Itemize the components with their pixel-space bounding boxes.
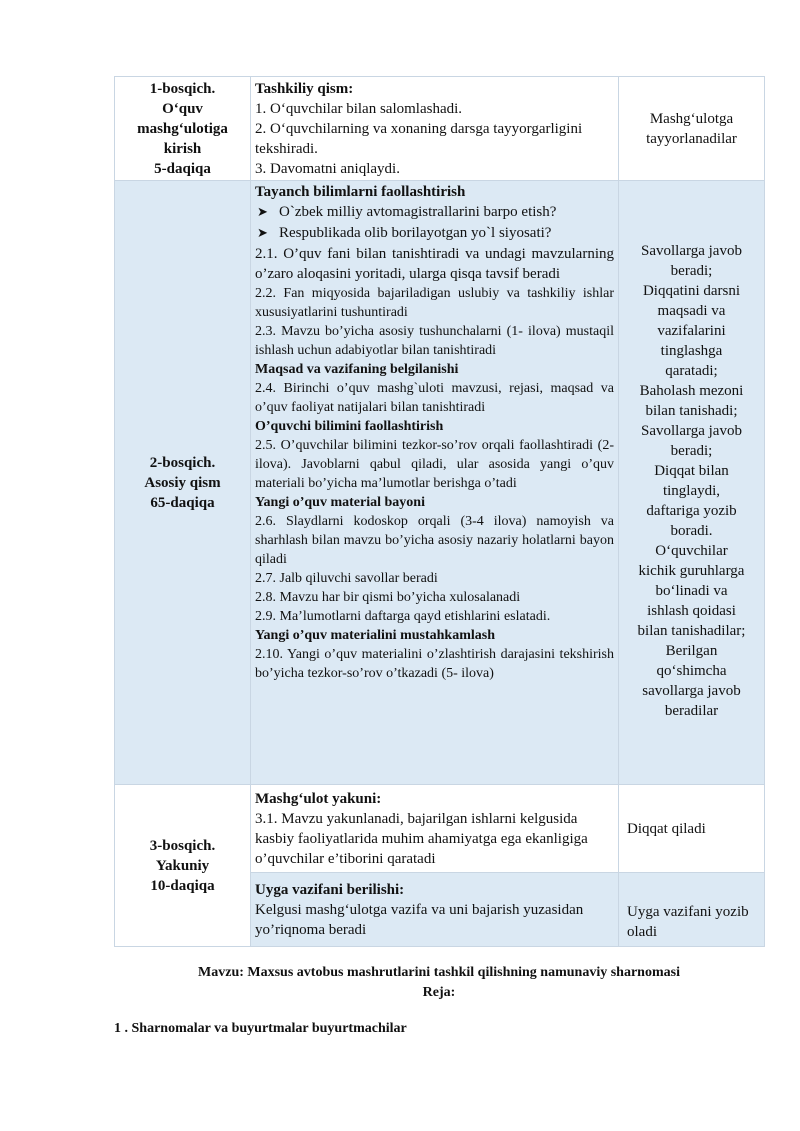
stage2-student-line: tinglaydi, [662,483,721,499]
stage2-p29: 2.9. Ma’lumotlarni daftarga qayd etishlarini eslatadi. [255,609,551,624]
stage1-heading: Tashkiliy qism: [255,80,354,97]
stage2-bullet [255,223,614,244]
stage2-student-line: Diqqat bilan [654,463,729,479]
stage1-item: 2. O‘quvchilarning va xonaning darsga tayyorgarligini tekshiradi. [255,120,583,157]
stage2-student-line: daftariga yozib [646,503,737,519]
lesson-plan [114,76,764,947]
stage2-student-line: beradi; [670,443,713,459]
stage2-student-line: bilan tanishadilar; [637,623,746,639]
lesson-plan-table [114,76,765,947]
stage1-label-line: kirish [163,140,202,157]
stage2-p22: 2.2. Fan miqyosida bajariladigan uslubiy va tashkiliy ishlar xususiyatlarini tushuntiradi [255,286,614,320]
stage2-row [115,181,765,785]
stage2-student-line: kichik guruhlarga [638,563,745,579]
plan-item-1: 1 . Sharnomalar va buyurtmalar buyurtmachilar [114,1021,407,1036]
stage2-student-line: O‘quvchilar [655,543,728,559]
stage2-subheading: Yangi o’quv material bayoni [255,495,425,510]
stage3-label [115,785,251,947]
stage2-bullet [255,202,614,223]
stage3-student-a-text: Diqqat qiladi [627,820,706,837]
stage2-student-line: bilan tanishadi; [645,403,738,419]
stage2-student-line: Savollarga javob [641,243,742,259]
stage2-student-line: tinglashga [660,343,723,359]
stage2-label-line: 2-bosqich. [149,454,216,471]
stage2-label-line: 65-daqiqa [150,494,215,511]
stage1-student [619,77,765,181]
stage2-p24: 2.4. Birinchi o’quv mashg`uloti mavzusi, rejasi, maqsad va o’quv faoliyat natijalari bilan tanishtiradi [255,381,614,415]
stage2-bullet-text: Respublikada olib borilayotgan yo`l siyosati? [279,225,552,241]
stage2-teacher [251,181,619,785]
stage3-heading-a: Mashg‘ulot yakuni: [255,790,382,807]
stage2-student-line: vazifalarini [657,323,726,339]
stage2-student [619,181,765,785]
stage2-student-line: boradi. [670,523,713,539]
stage3-label-line: 3-bosqich. [149,837,216,854]
stage2-student-line: beradilar [664,703,719,719]
stage1-student-text: Mashg‘ulotga tayyorlanadilar [646,110,737,147]
stage1-teacher [251,77,619,181]
topic-title: Mavzu: Maxsus avtobus mashrutlarini tashkil qilishning namunaviy sharnomasi [198,965,680,980]
stage2-student-line: qo‘shimcha [656,663,727,679]
arrow-bullet-icon: ➤ [257,205,268,220]
stage2-student-line: Diqqatini darsni [642,283,741,299]
stage2-label-line: Asosiy qism [144,474,221,491]
stage2-subheading: O’quvchi bilimini faollashtirish [255,419,444,434]
stage2-subheading: Yangi o’quv materialini mustahkamlash [255,628,495,643]
stage2-p25: 2.5. O’quvchilar bilimini tezkor-so’rov orqali faollashtiradi (2- ilova). Javoblarni qabul qiladi, ular asosida yangi o’quv materiali bo’yicha ma’lumotlar berishga o’tadi [255,438,614,491]
stage1-item: 1. O‘quvchilar bilan salomlashadi. [255,100,463,117]
stage2-student-line: Baholash mezoni [639,383,744,399]
stage1-row [115,77,765,181]
stage2-bullet-text: O`zbek milliy avtomagistrallarini barpo etish? [279,204,557,220]
stage1-item: 3. Davomatni aniqlaydi. [255,160,400,177]
plan-heading: Reja: [422,985,456,1000]
stage2-p28: 2.8. Mavzu har bir qismi bo’yicha xulosalanadi [255,590,521,605]
stage2-label [115,181,251,785]
stage3-teacher-b [251,873,619,947]
stage1-label-line: 5-daqiqa [154,160,211,177]
stage2-student-line: beradi; [670,263,713,279]
stage1-label [115,77,251,181]
stage1-label-line: O‘quv [162,100,203,117]
stage2-student-line: bo‘linadi va [655,583,728,599]
stage2-student-line: Berilgan [665,643,718,659]
stage2-p21: 2.1. O’quv fani bilan tanishtiradi va undagi mavzularning o’zaro aloqasini yoritadi, ularga qisqa tavsif beradi [255,246,614,282]
stage3-label-line: Yakuniy [155,857,210,874]
stage3-teacher-a [251,785,619,873]
stage2-student-line: savollarga javob [642,683,741,699]
arrow-bullet-icon: ➤ [257,226,268,241]
stage3-student-b [619,873,765,947]
stage2-student-line: maqsadi va [657,303,726,319]
stage3-text-b: Kelgusi mashg‘ulotga vazifa va uni bajarish yuzasidan yo’riqnoma beradi [255,901,584,938]
stage3-label-line: 10-daqiqa [150,877,215,894]
stage2-student-line: Savollarga javob [641,423,742,439]
stage1-label-line: mashg‘ulotiga [137,120,228,137]
stage2-p27: 2.7. Jalb qiluvchi savollar beradi [255,571,438,586]
stage3-student-b-text: Uyga vazifani yozib oladi [627,904,749,940]
stage3-text-a: 3.1. Mavzu yakunlanadi, bajarilgan ishlarni kelgusida kasbiy faoliyatlarida muhim ahamiyatga ega ekanligiga o’quvchilar e’tiborini qaratadi [255,810,588,867]
stage1-label-line: 1-bosqich. [149,80,216,97]
stage2-student-line: qaratadi; [665,363,718,379]
stage3-heading-b: Uyga vazifani berilishi: [255,881,405,898]
stage3-student-a [619,785,765,873]
stage2-p23: 2.3. Mavzu bo’yicha asosiy tushunchalarni (1- ilova) mustaqil ishlash uchun adabiyotlar bilan tanishtiradi [255,324,614,358]
stage2-subheading: Maqsad va vazifaning belgilanishi [255,362,459,377]
stage2-heading: Tayanch bilimlarni faollashtirish [255,184,466,200]
stage2-p26: 2.6. Slaydlarni kodoskop orqali (3-4 ilova) namoyish va sharhlash bilan mavzu bo’yicha asosiy nazariy holatlarni bayon qiladi [255,514,614,567]
stage2-student-line: ishlash qoidasi [647,603,736,619]
stage3-row-a [115,785,765,873]
stage2-p210: 2.10. Yangi o’quv materialini o’zlashtirish darajasini tekshirish bo’yicha tezkor-so’rov o’tkazadi (5- ilova) [255,647,614,681]
